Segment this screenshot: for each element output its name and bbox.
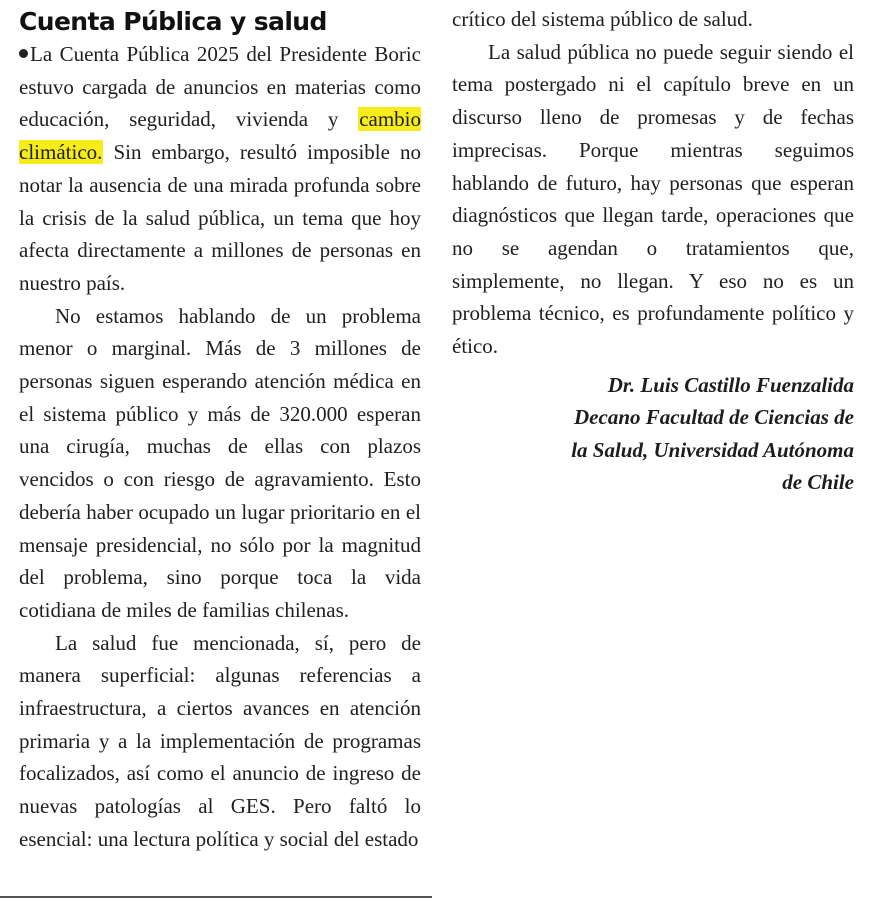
author-title-line-2: la Salud, Universidad Autónoma bbox=[571, 437, 854, 462]
author-name: Dr. Luis Castillo Fuenzalida bbox=[607, 372, 854, 397]
highlighted-text: cambio climático. bbox=[19, 107, 421, 165]
paragraph-2: No estamos hablando de un problema menor o marginal. Más de 3 millones de personas siguen esperando atención médica en el sistema público y más de 320.000 esperan una cirugía, muchas de ellas con plazos vencidos o con riesgo de agravamiento. Esto debería haber ocupado un lugar prioritario en el mensaje presidencial, no sólo por la magnitud del problema, sino porque toca la vida cotidiana de miles de familias chilenas. bbox=[19, 303, 421, 622]
headline: Cuenta Pública y salud bbox=[19, 7, 327, 36]
paragraph-3-continued: crítico del sistema público de salud. bbox=[452, 7, 753, 31]
paragraph-1 bbox=[19, 38, 421, 300]
author-title-line-3: de Chile bbox=[782, 470, 854, 495]
paragraph-1-text-start: La Cuenta Pública 2025 del Presidente Boric estuvo cargada de anuncios en materias como educación, seguridad, vivienda y bbox=[19, 42, 421, 132]
bullet-icon bbox=[19, 49, 28, 58]
right-column bbox=[452, 3, 854, 499]
paragraph-4: La salud pública no puede seguir siendo el tema postergado ni el capítulo breve en un discurso lleno de promesas y de fechas imprecisas. Porque mientras seguimos hablando de futuro, hay personas que esperan diagnósticos que llegan tarde, operaciones que no se agendan o tratamientos que, simplemente, no llegan. Y eso no es un problema técnico, es profundamente político y ético. bbox=[452, 39, 854, 359]
signature-block bbox=[452, 369, 854, 499]
paragraph-1-text-end: Sin embargo, resultó imposible no notar la ausencia de una mirada profunda sobre la crisis de la salud pública, un tema que hoy afecta directamente a millones de personas en nuestro país. bbox=[19, 140, 421, 295]
left-column bbox=[19, 6, 421, 856]
author-title-line-1: Decano Facultad de Ciencias de bbox=[574, 405, 854, 430]
paragraph-3: La salud fue mencionada, sí, pero de manera superficial: algunas referencias a infraestructura, a ciertos avances en atención primaria y a la implementación de programas focalizados, así como el anuncio de ingreso de nuevas patologías al GES. Pero faltó lo esencial: una lectura política y social del estado bbox=[19, 630, 421, 851]
bottom-rule bbox=[0, 896, 432, 898]
